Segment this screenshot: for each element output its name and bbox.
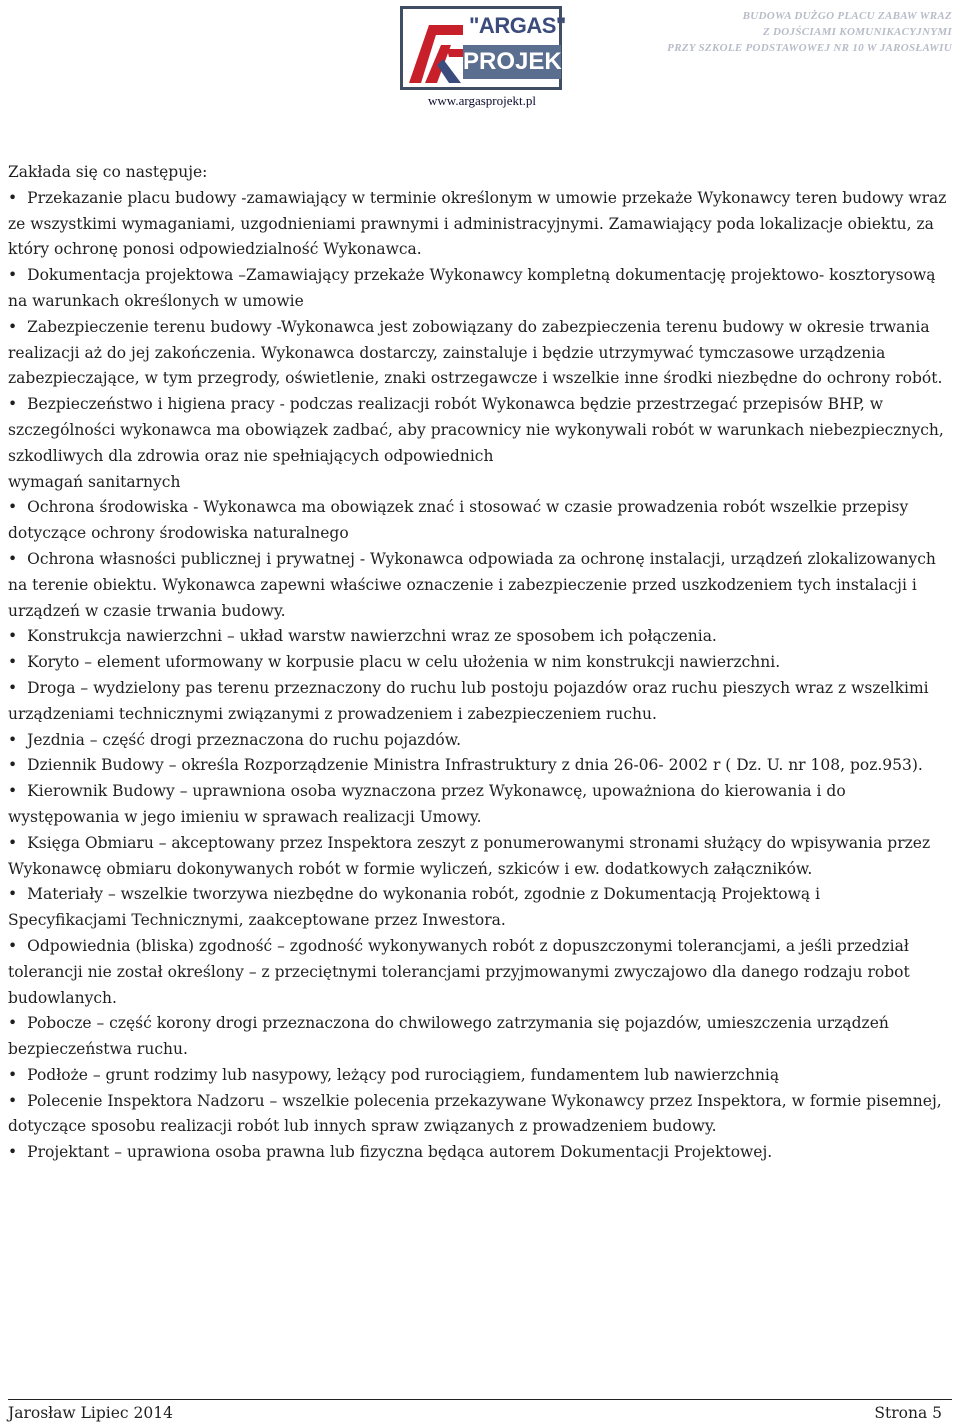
argas-logo	[400, 6, 577, 90]
website-link[interactable]: www.argasprojekt.pl	[428, 93, 536, 108]
list-item: • Dziennik Budowy – określa Rozporządzenie Ministra Infrastruktury z dnia 26-06- 2002 r ( Dz. U. nr 108, poz.953).	[8, 753, 952, 779]
page-header	[0, 0, 960, 115]
project-title	[667, 8, 952, 56]
logo-text-projekt: PROJEKT	[463, 45, 561, 79]
list-item: • Odpowiednia (bliska) zgodność – zgodność wykonywanych robót z dopuszczonymi tolerancjami, a jeśli przedział tolerancji nie został określony – z przeciętnymi tolerancjami przyjmowanymi zwyczajowo dla danego rodzaju robot budowlanych.	[8, 934, 952, 1011]
list-item: • Księga Obmiaru – akceptowany przez Inspektora zeszyt z ponumerowanymi stronami służący do wpisywania przez Wykonawcę obmiaru dokonywanych robót w formie wyliczeń, szkiców i ew. dodatkowych załączników.	[8, 831, 952, 883]
project-title-line: BUDOWA DUŻGO PLACU ZABAW WRAZ	[742, 10, 952, 22]
list-item: • Dokumentacja projektowa –Zamawiający przekaże Wykonawcy kompletną dokumentację projektowo- kosztorysową na warunkach określonych w umowie	[8, 263, 952, 315]
project-title-line: Z DOJŚCIAMI KOMUNIKACYJNYMI	[762, 26, 952, 38]
logo-text-argas: "ARGAS"	[469, 13, 566, 38]
intro-text: Zakłada się co następuje:	[8, 163, 208, 181]
list-item: • Materiały – wszelkie tworzywa niezbędne do wykonania robót, zgodnie z Dokumentacją Projektową i	[8, 882, 952, 908]
list-item: • Przekazanie placu budowy -zamawiający w terminie określonym w umowie przekaże Wykonawcy teren budowy wraz ze wszystkimi wymaganiami, uzgodnieniami prawnymi i administracyjnymi. Zamawiający poda lokalizacje obiektu, za który ochronę ponosi odpowiedzialność Wykonawca.	[8, 186, 952, 263]
project-title-line: PRZY SZKOLE PODSTAWOWEJ NR 10 W JAROSŁAWIU	[667, 42, 952, 54]
footer-author: Jarosław Lipiec 2014	[8, 1404, 173, 1422]
list-item: • Koryto – element uformowany w korpusie placu w celu ułożenia w nim konstrukcji nawierzchni.	[8, 650, 952, 676]
list-item: • Pobocze – część korony drogi przeznaczona do chwilowego zatrzymania się pojazdów, umieszczenia urządzeń bezpieczeństwa ruchu.	[8, 1011, 952, 1063]
list-item: • Kierownik Budowy – uprawniona osoba wyznaczona przez Wykonawcę, upoważniona do kierowania i do występowania w jego imieniu w sprawach realizacji Umowy.	[8, 779, 952, 831]
document-body	[8, 160, 952, 1166]
list-item: • Ochrona własności publicznej i prywatnej - Wykonawca odpowiada za ochronę instalacji, urządzeń zlokalizowanych na terenie obiektu. Wykonawca zapewni właściwe oznaczenie i zabezpieczenie przed uszkodzeniem tych instalacji i urządzeń w czasie trwania budowy.	[8, 547, 952, 624]
list-item: • Zabezpieczenie terenu budowy -Wykonawca jest zobowiązany do zabezpieczenia terenu budowy w okresie trwania realizacji aż do jej zakończenia. Wykonawca dostarczy, zainstaluje i będzie utrzymywać tymczasowe urządzenia zabezpieczające, w tym przegrody, oświetlenie, znaki ostrzegawcze i wszelkie inne środki niezbędne do ochrony robót.	[8, 315, 952, 392]
list-item: • Ochrona środowiska - Wykonawca ma obowiązek znać i stosować w czasie prowadzenia robót wszelkie przepisy dotyczące ochrony środowiska naturalnego	[8, 495, 952, 547]
list-item: • Polecenie Inspektora Nadzoru – wszelkie polecenia przekazywane Wykonawcy przez Inspektora, w formie pisemnej, dotyczące sposobu realizacji robót lub innych spraw związanych z prowadzeniem budowy.	[8, 1089, 952, 1141]
list-item: • Droga – wydzielony pas terenu przeznaczony do ruchu lub postoju pojazdów oraz ruchu pieszych wraz z wszelkimi urządzeniami technicznymi związanymi z prowadzeniem i zabezpieczeniem ruchu.	[8, 676, 952, 728]
list-item-continuation: wymagań sanitarnych	[8, 472, 181, 491]
footer-page-number: Strona 5	[874, 1404, 942, 1422]
list-item: • Podłoże – grunt rodzimy lub nasypowy, leżący pod rurociągiem, fundamentem lub nawierzchnią	[8, 1063, 952, 1089]
list-item: • Projektant – uprawiona osoba prawna lub fizyczna będąca autorem Dokumentacji Projektowej.	[8, 1140, 952, 1166]
list-item: • Jezdnia – część drogi przeznaczona do ruchu pojazdów.	[8, 728, 952, 754]
list-item: • Konstrukcja nawierzchni – układ warstw nawierzchni wraz ze sposobem ich połączenia.	[8, 624, 952, 650]
list-item-continuation: Specyfikacjami Technicznymi, zaakceptowane przez Inwestora.	[8, 911, 506, 930]
footer-divider	[8, 1399, 952, 1400]
list-item: • Bezpieczeństwo i higiena pracy - podczas realizacji robót Wykonawca będzie przestrzegać przepisów BHP, w szczególności wykonawca ma obowiązek zadbać, aby pracownicy nie wykonywali robót w warunkach niebezpiecznych, szkodliwych dla zdrowia oraz nie spełniających odpowiednich	[8, 392, 952, 469]
